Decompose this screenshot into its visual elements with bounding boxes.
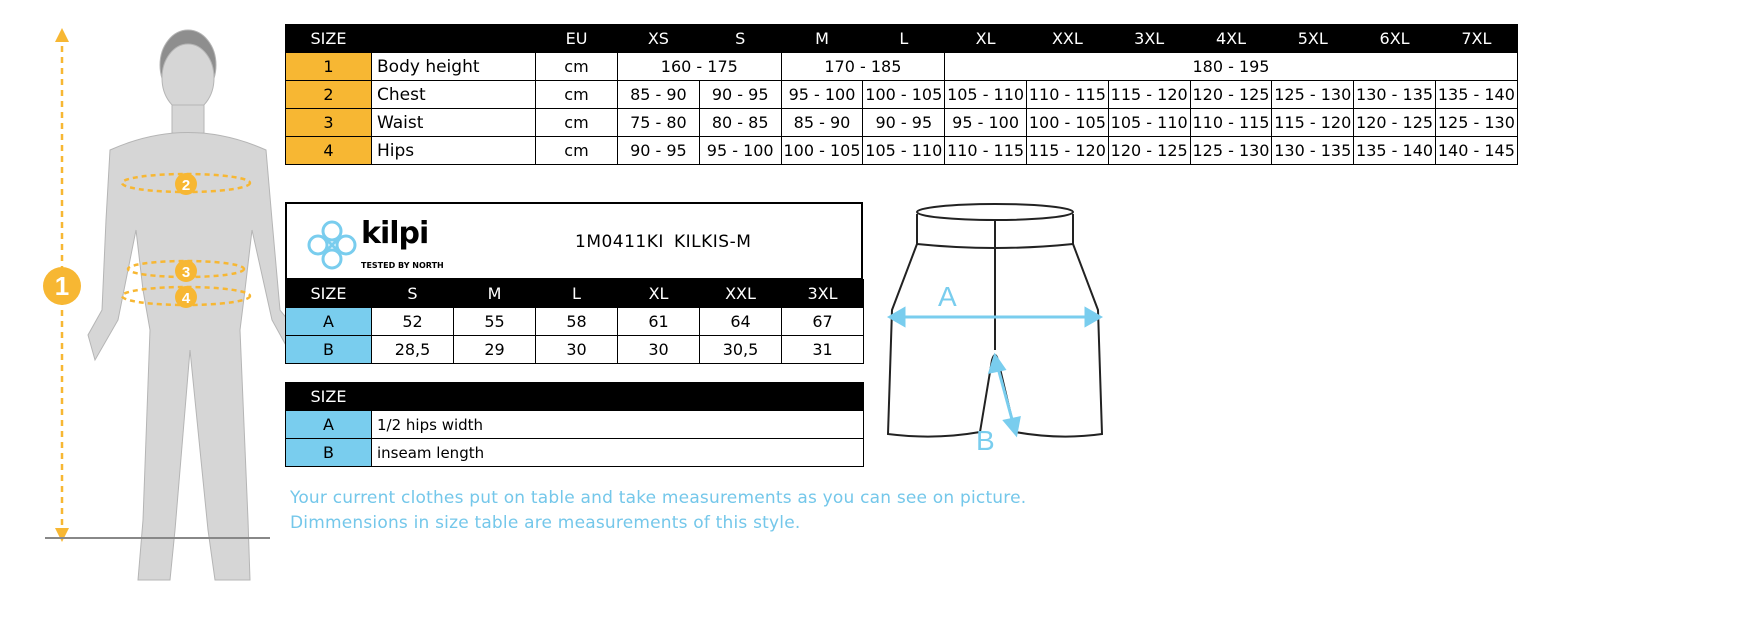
unit-cell: cm (536, 137, 618, 165)
value-cell: 125 - 130 (1272, 81, 1354, 109)
table-row (286, 336, 864, 364)
marker-3 (175, 260, 197, 282)
value-cell: 29 (454, 336, 536, 364)
shorts-diagram (880, 200, 1110, 460)
header-cell: 3XL (782, 280, 864, 308)
value-cell: 170 - 185 (781, 53, 945, 81)
value-cell: 67 (782, 308, 864, 336)
header-cell: 7XL (1435, 25, 1517, 53)
header-cell: 6XL (1354, 25, 1436, 53)
row-label: Body height (372, 53, 536, 81)
value-cell: 90 - 95 (863, 109, 945, 137)
value-cell: 120 - 125 (1354, 109, 1436, 137)
value-cell: 85 - 90 (618, 81, 700, 109)
product-name: KILKIS-M (674, 232, 752, 252)
value-cell: 115 - 120 (1026, 137, 1108, 165)
unit-cell: cm (536, 81, 618, 109)
value-cell: 85 - 90 (781, 109, 863, 137)
header-cell (372, 25, 536, 53)
header-cell: L (536, 280, 618, 308)
value-cell: 64 (700, 308, 782, 336)
svg-text:4: 4 (181, 290, 191, 307)
header-cell: 3XL (1108, 25, 1190, 53)
garment-size-header-row (286, 280, 864, 308)
row-number: 4 (286, 137, 372, 165)
body-size-table (285, 24, 1518, 165)
value-cell: 30 (618, 336, 700, 364)
header-cell: XXL (1026, 25, 1108, 53)
value-cell: 120 - 125 (1190, 81, 1272, 109)
svg-text:1: 1 (54, 271, 70, 301)
header-cell: M (454, 280, 536, 308)
marker-4 (175, 286, 197, 308)
value-cell: 95 - 100 (945, 109, 1027, 137)
table-row (286, 53, 1518, 81)
header-cell: SIZE (286, 280, 372, 308)
value-cell: 31 (782, 336, 864, 364)
row-description: 1/2 hips width (372, 411, 864, 439)
row-description: inseam length (372, 439, 864, 467)
value-cell: 180 - 195 (945, 53, 1518, 81)
value-cell: 110 - 115 (1026, 81, 1108, 109)
header-cell: 5XL (1272, 25, 1354, 53)
value-cell: 135 - 140 (1354, 137, 1436, 165)
value-cell: 110 - 115 (945, 137, 1027, 165)
row-label: Chest (372, 81, 536, 109)
value-cell: 30,5 (700, 336, 782, 364)
value-cell: 110 - 115 (1190, 109, 1272, 137)
header-cell: 4XL (1190, 25, 1272, 53)
value-cell: 52 (372, 308, 454, 336)
value-cell: 55 (454, 308, 536, 336)
value-cell: 95 - 100 (781, 81, 863, 109)
kilpi-logo-icon (305, 218, 359, 272)
header-cell: M (781, 25, 863, 53)
value-cell: 130 - 135 (1272, 137, 1354, 165)
header-cell: XXL (700, 280, 782, 308)
header-cell: L (863, 25, 945, 53)
value-cell: 105 - 110 (945, 81, 1027, 109)
header-cell: SIZE (286, 25, 372, 53)
value-cell: 61 (618, 308, 700, 336)
header-cell: EU (536, 25, 618, 53)
value-cell: 115 - 120 (1272, 109, 1354, 137)
garment-size-table (285, 279, 864, 364)
value-cell: 58 (536, 308, 618, 336)
unit-cell: cm (536, 53, 618, 81)
unit-cell: cm (536, 109, 618, 137)
row-label: Waist (372, 109, 536, 137)
measurement-legend-table (285, 382, 864, 467)
shorts-label-b: B (976, 425, 995, 456)
body-measurement-figure (40, 20, 310, 620)
row-label: A (286, 308, 372, 336)
value-cell: 90 - 95 (699, 81, 781, 109)
header-cell: XL (618, 280, 700, 308)
value-cell: 28,5 (372, 336, 454, 364)
instruction-note: Your current clothes put on table and take measurements as you can see on picture. (290, 488, 1027, 508)
header-cell: XS (618, 25, 700, 53)
row-number: 2 (286, 81, 372, 109)
row-number: 1 (286, 53, 372, 81)
value-cell: 105 - 110 (1108, 109, 1190, 137)
value-cell: 105 - 110 (863, 137, 945, 165)
value-cell: 120 - 125 (1108, 137, 1190, 165)
value-cell: 140 - 145 (1435, 137, 1517, 165)
value-cell: 160 - 175 (618, 53, 782, 81)
header-cell (372, 383, 864, 411)
value-cell: 125 - 130 (1435, 109, 1517, 137)
product-header (285, 202, 863, 280)
svg-text:3: 3 (181, 264, 191, 281)
marker-1 (43, 267, 81, 305)
table-row (286, 137, 1518, 165)
value-cell: 115 - 120 (1108, 81, 1190, 109)
row-label: A (286, 411, 372, 439)
table-row (286, 411, 864, 439)
row-number: 3 (286, 109, 372, 137)
value-cell: 90 - 95 (618, 137, 700, 165)
legend-header-row (286, 383, 864, 411)
product-code: 1M0411KI (575, 232, 664, 252)
value-cell: 125 - 130 (1190, 137, 1272, 165)
value-cell: 80 - 85 (699, 109, 781, 137)
value-cell: 95 - 100 (699, 137, 781, 165)
svg-text:2: 2 (181, 177, 191, 194)
table-row (286, 439, 864, 467)
value-cell: 75 - 80 (618, 109, 700, 137)
brand-tagline: TESTED BY NORTH (361, 261, 444, 270)
marker-2 (175, 173, 197, 195)
value-cell: 135 - 140 (1435, 81, 1517, 109)
instruction-note: Dimmensions in size table are measurements of this style. (290, 513, 801, 533)
value-cell: 30 (536, 336, 618, 364)
header-cell: SIZE (286, 383, 372, 411)
row-label: Hips (372, 137, 536, 165)
value-cell: 130 - 135 (1354, 81, 1436, 109)
shorts-label-a: A (938, 281, 957, 312)
body-size-header-row (286, 25, 1518, 53)
row-label: B (286, 439, 372, 467)
row-label: B (286, 336, 372, 364)
value-cell: 100 - 105 (781, 137, 863, 165)
table-row (286, 109, 1518, 137)
table-row (286, 308, 864, 336)
header-cell: S (372, 280, 454, 308)
brand-name: kilpi (361, 216, 429, 251)
value-cell: 100 - 105 (1026, 109, 1108, 137)
header-cell: XL (945, 25, 1027, 53)
value-cell: 100 - 105 (863, 81, 945, 109)
header-cell: S (699, 25, 781, 53)
table-row (286, 81, 1518, 109)
